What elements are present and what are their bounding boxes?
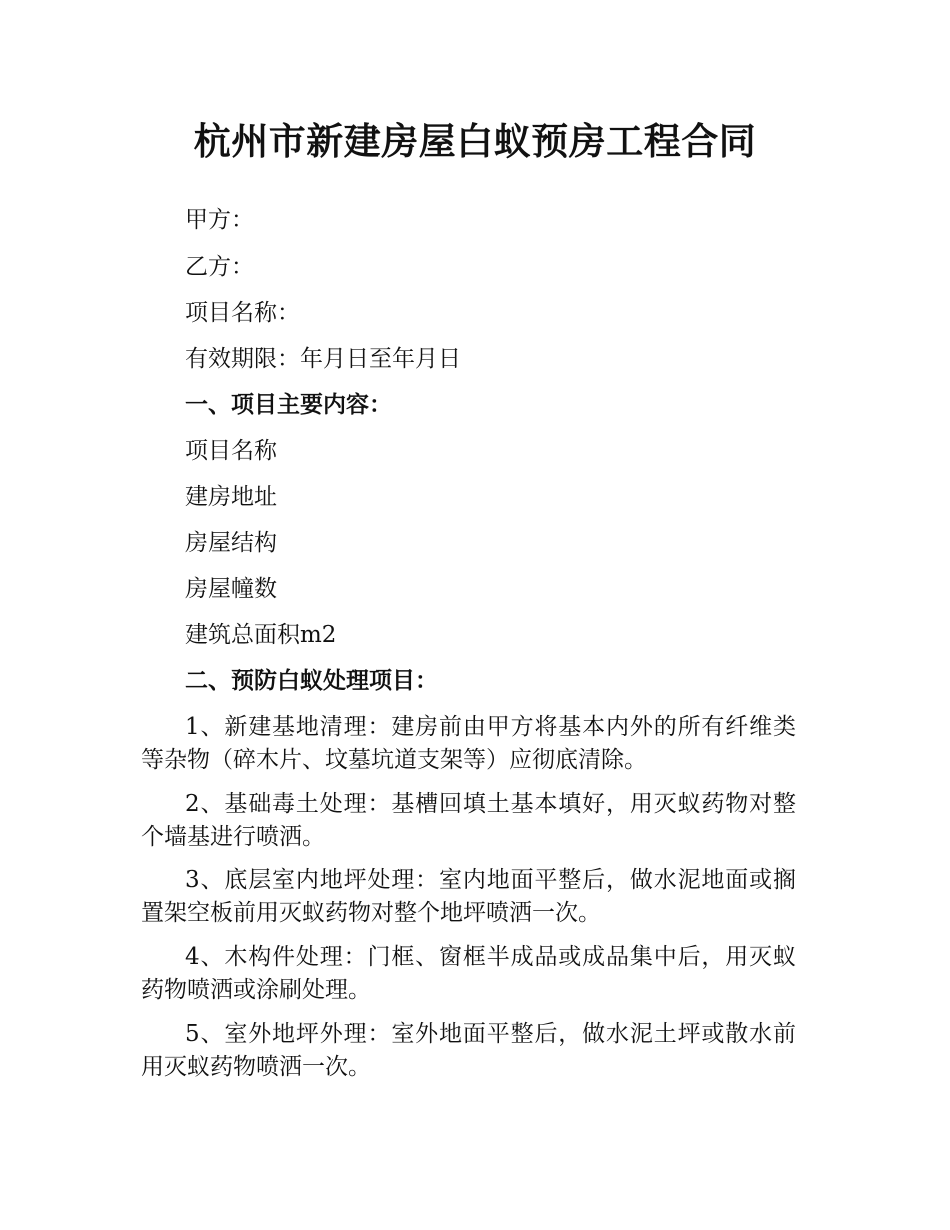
document-title: 杭州市新建房屋白蚁预房工程合同 — [193, 120, 757, 163]
section-1-item: 房屋结构 — [185, 530, 277, 556]
validity-field: 有效期限：年月日至年月日 — [185, 346, 461, 372]
section-2-paragraph: 2、基础毒土处理：基槽回填土基本填好，用灭蚁药物对整个墙基进行喷洒。 — [141, 791, 796, 850]
section-2-paragraph: 1、新建基地清理：建房前由甲方将基本内外的所有纤维类等杂物（碎木片、坟墓坑道支架等）应彻底清除。 — [141, 714, 796, 773]
section-1-item: 建筑总面积m2 — [185, 622, 337, 648]
section-2-paragraph: 5、室外地坪外理：室外地面平整后，做水泥土坪或散水前用灭蚁药物喷洒一次。 — [141, 1021, 796, 1080]
section-2-paragraph: 4、木构件处理：门框、窗框半成品或成品集中后，用灭蚁药物喷洒或涂刷处理。 — [141, 944, 796, 1003]
project-name-field: 项目名称： — [185, 300, 300, 326]
section-1-item: 项目名称 — [185, 438, 277, 464]
party-b-field: 乙方： — [185, 254, 254, 280]
section-1-heading: 一、项目主要内容： — [185, 392, 392, 418]
party-a-field: 甲方： — [185, 207, 254, 233]
section-2-paragraph: 3、底层室内地坪处理：室内地面平整后，做水泥地面或搁置架空板前用灭蚁药物对整个地坪喷洒一次。 — [141, 867, 796, 926]
section-2-heading: 二、预防白蚁处理项目： — [185, 668, 438, 694]
section-1-item: 建房地址 — [185, 484, 277, 510]
section-1-item: 房屋幢数 — [185, 576, 277, 602]
